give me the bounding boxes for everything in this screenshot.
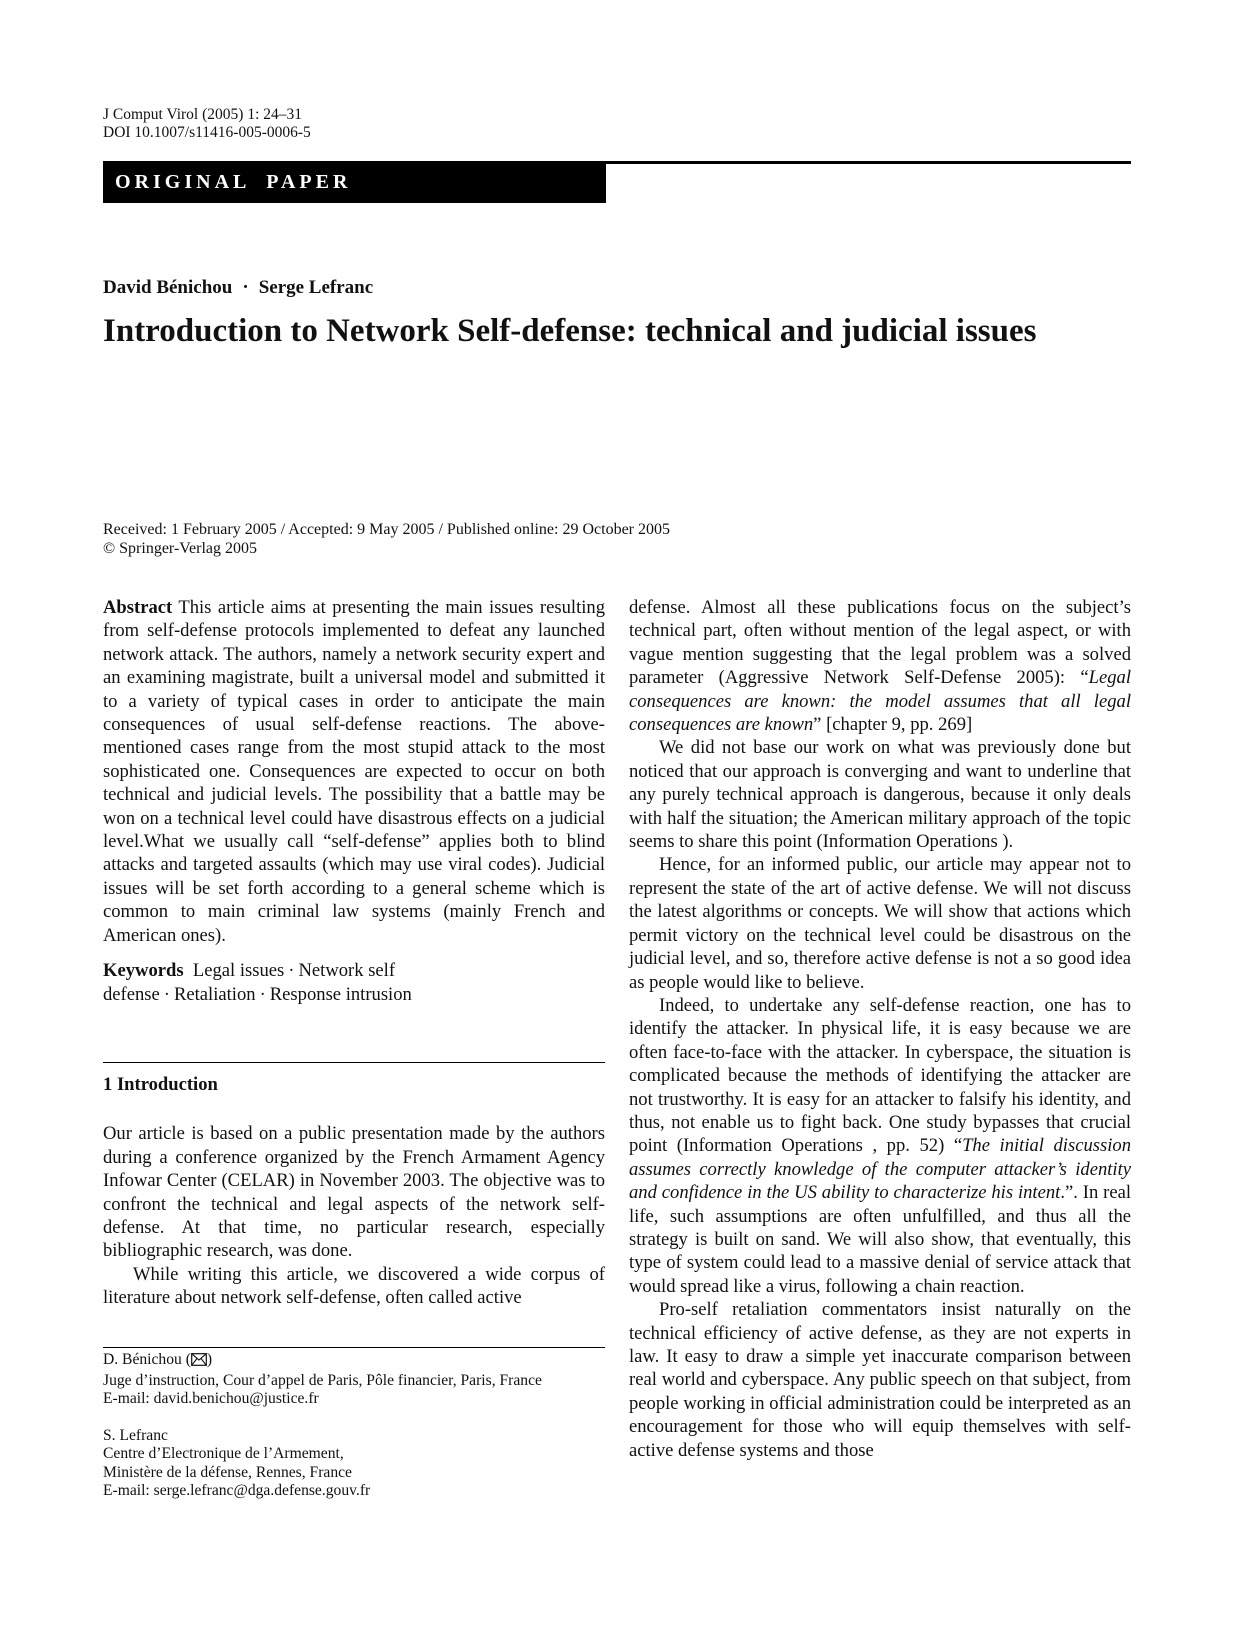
received-line: Received: 1 February 2005 / Accepted: 9 May 2005 / Published online: 29 October 2005 <box>103 521 670 538</box>
abstract-text: This article aims at presenting the main issues resulting from self-defense protocols implemented to defeat any launched network attack. The authors, namely a network security expert and an examining magistrate, built a universal model and submitted it to a variety of typical cases in order to anticipate the main consequences of usual self-defense reactions. The above-mentioned cases range from the most stupid attack to the most sophisticated one. Consequences are expected to occur on both technical and judicial levels. The possibility that a battle may be won on a technical level could have disastrous effects on a judicial level.What we usually call “self-defense” applies both to blind attacks and targeted assaults (which may use viral codes). Judicial issues will be set forth according to a general scheme which is common to main criminal law systems (mainly French and American ones). <box>103 597 605 946</box>
left-column <box>103 596 605 1310</box>
journal-header <box>103 106 311 142</box>
affiliation-line: Juge d’instruction, Cour d’appel de Paris, Pôle financier, Paris, France <box>103 1371 542 1389</box>
text-run: defense. Almost all these publications focus on the subject’s technical part, often without mention of the legal aspect, or with vague mention suggesting that the legal problem was a solved parameter (Aggressive Network Self-Defense 2005): “ <box>629 597 1131 689</box>
affiliation-rule <box>103 1347 605 1348</box>
section-heading: 1 Introduction <box>103 1073 218 1095</box>
envelope-icon <box>191 1353 207 1372</box>
keyword: Legal issues <box>192 960 285 982</box>
text-run: ” [chapter 9, pp. 269] <box>813 714 973 736</box>
affiliation-name: S. Lefranc <box>103 1426 168 1444</box>
section-rule <box>103 1062 605 1063</box>
publication-dates <box>103 520 670 558</box>
author-short-name: D. Bénichou <box>103 1351 182 1368</box>
affiliations <box>103 1351 605 1519</box>
keyword: Network self defense <box>103 960 396 1005</box>
author-list <box>103 277 373 299</box>
author-name: Serge Lefranc <box>258 277 374 298</box>
abstract <box>103 596 605 947</box>
keyword-separator: · <box>288 960 295 982</box>
affiliation-block <box>103 1351 605 1409</box>
affiliation-email: E-mail: serge.lefranc@dga.defense.gouv.fr <box>103 1482 371 1499</box>
keywords <box>103 959 605 1006</box>
text-run: .”. In real life, such assumptions are often unfulfilled, and thus all the strategy is built on sand. We will also show, that eventually, this type of system could lead to a massive denial of service attack that would spread like a virus, following a chain reaction. <box>629 1182 1131 1297</box>
affiliation-line: Centre d’Electronique de l’Armement, <box>103 1445 344 1462</box>
paragraph <box>629 596 1131 736</box>
affiliation-line: Ministère de la défense, Rennes, France <box>103 1463 352 1481</box>
right-column <box>629 596 1131 1462</box>
keyword: Retaliation <box>173 983 256 1005</box>
article-type-banner: ORIGINAL PAPER <box>103 161 606 203</box>
text-run: Indeed, to undertake any self-defense reaction, one has to identify the attacker. In physical life, it is easy because we are often face-to-face with the attacker. In cyberspace, the situation is complicated because the methods of identifying the attacker are not trustworthy. It is easy for an attacker to falsify his identity, and thus, not enable us to fight back. One study bypasses that crucial point (Information Operations , pp. 52) “ <box>629 994 1131 1157</box>
abstract-label: Abstract <box>103 597 173 618</box>
quotation: Legal consequences are known: the model assumes that all legal consequences are known <box>629 667 1131 736</box>
paragraph: While writing this article, we discovered a wide corpus of literature about network self-defense, often called active <box>103 1263 605 1309</box>
author-name: David Bénichou <box>103 277 233 298</box>
quotation: The initial discussion assumes correctly knowledge of the computer attacker’s identity and confidence in the US ability to characterize his intent <box>629 1135 1131 1204</box>
keyword-separator: · <box>259 983 266 1005</box>
paragraph: Our article is based on a public presentation made by the authors during a conference organized by the French Armament Agency Infowar Center (CELAR) in November 2003. The objective was to confront the technical and legal aspects of the network self-defense. At that time, no particular research, especially bibliographic research, was done. <box>103 1123 605 1262</box>
keywords-label: Keywords <box>103 960 184 982</box>
journal-doi: DOI 10.1007/s11416-005-0006-5 <box>103 124 311 141</box>
affiliation-name: D. Bénichou ( ) <box>103 1351 605 1372</box>
paragraph: Hence, for an informed public, our article may appear not to represent the state of the art of active defense. We will not discuss the latest algorithms or concepts. We will show that actions which permit victory on the technical level could be disastrous on the judicial level, and so, therefore active defense is not a so good idea as people would like to believe. <box>629 854 1131 993</box>
copyright-line: © Springer-Verlag 2005 <box>103 540 258 557</box>
paper-title: Introduction to Network Self-defense: technical and judicial issues <box>103 313 1037 349</box>
keyword-separator: · <box>163 983 170 1005</box>
paragraph: Pro-self retaliation commentators insist naturally on the technical efficiency of active defense, as they are not experts in law. It easy to draw a simple yet inaccurate comparison between real world and cyberspace. Any public speech on that subject, from people working in official administration could be interpreted as an encouragement for those who will equip themselves with self-active defense systems and those <box>629 1299 1131 1461</box>
author-separator: · <box>242 277 249 298</box>
affiliation-email: E-mail: david.benichou@justice.fr <box>103 1390 319 1407</box>
paragraph: We did not base our work on what was previously done but noticed that our approach is converging and want to underline that any purely technical approach is dangerous, because it only deals with half the situation; the American military approach of the topic seems to share this point (Information Operations ). <box>629 737 1131 853</box>
keyword: Response intrusion <box>269 983 412 1005</box>
paragraph <box>629 994 1131 1298</box>
journal-citation: J Comput Virol (2005) 1: 24–31 <box>103 106 302 123</box>
affiliation-block <box>103 1427 605 1501</box>
